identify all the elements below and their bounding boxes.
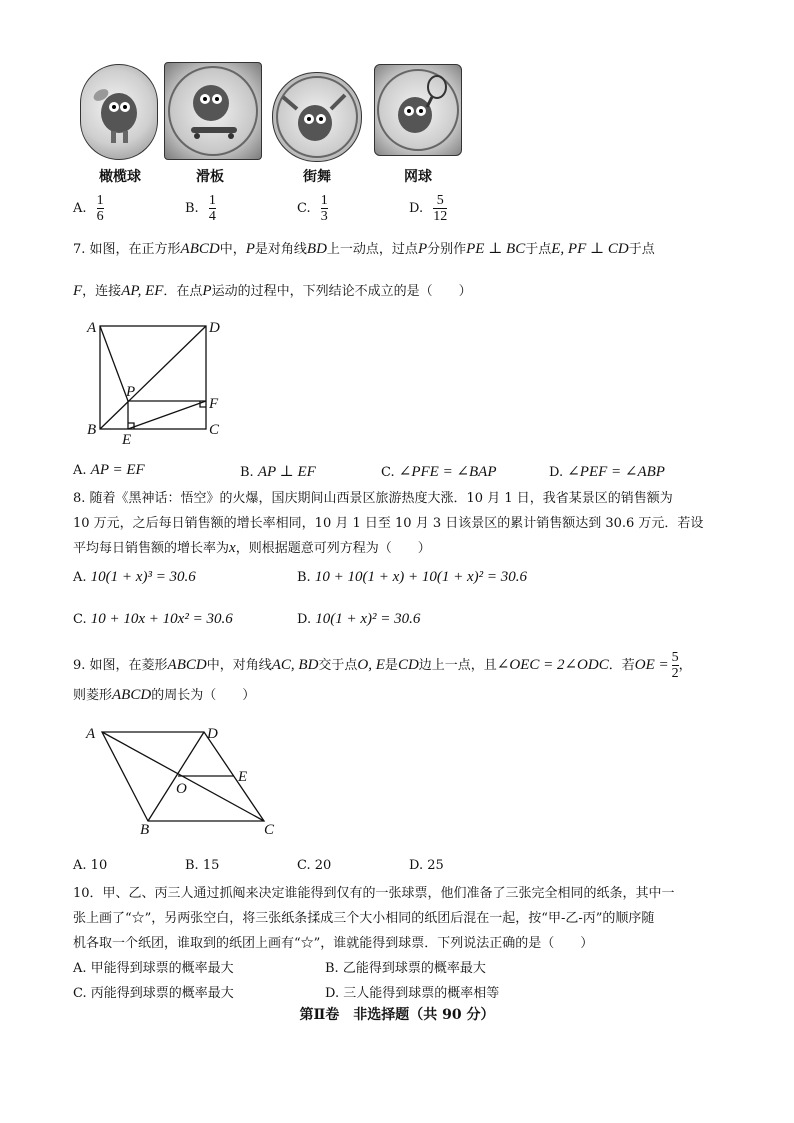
option-text: 丙能得到球票的概率最大: [90, 986, 234, 1001]
q7-option-a[interactable]: [73, 462, 145, 479]
option-text: AP = EF: [90, 462, 145, 478]
math: P: [245, 241, 255, 257]
q9-option-d[interactable]: [409, 858, 444, 873]
q10-option-c[interactable]: [73, 982, 234, 1001]
denominator: 4: [208, 209, 216, 224]
label-C: C: [209, 422, 220, 438]
option-letter: D.: [409, 201, 424, 216]
option-text: 三人能得到球票的概率相等: [343, 986, 500, 1001]
numerator: 1: [320, 193, 328, 208]
option-text: 甲能得到球票的概率最大: [90, 961, 234, 976]
q7-stem-line-2: [73, 280, 472, 300]
option-text: 乙能得到球票的概率最大: [342, 961, 486, 976]
label-E: E: [238, 769, 248, 785]
denominator: 3: [320, 209, 328, 224]
label-D: D: [207, 726, 218, 742]
option-letter: B.: [185, 858, 199, 873]
math: CD: [397, 657, 419, 673]
option-text: 10(1 + x)³ = 30.6: [90, 569, 196, 585]
q7-stem-line-1: [73, 238, 655, 258]
option-text: 20: [314, 858, 332, 873]
q6-option-a[interactable]: [73, 193, 104, 224]
option-letter: A.: [73, 858, 87, 873]
math: E, PF ⊥ CD: [551, 241, 629, 257]
q6-option-b[interactable]: [185, 193, 216, 224]
q7-option-c[interactable]: [381, 462, 497, 481]
coin-label-tennis: 网球: [404, 169, 432, 185]
option-letter: D.: [409, 858, 424, 873]
text: 9. 如图，在菱形: [73, 658, 168, 673]
fraction: [321, 193, 328, 224]
math: P: [202, 283, 212, 299]
q10-option-d[interactable]: [325, 982, 499, 1001]
coin-images-row: [78, 62, 468, 182]
option-text: 10(1 + x)² = 30.6: [315, 611, 421, 627]
q8-option-a[interactable]: [73, 569, 196, 586]
label-A: A: [87, 320, 97, 336]
q9-rhombus-figure: [82, 718, 292, 843]
math: P: [417, 241, 428, 257]
q9-option-a[interactable]: [73, 858, 107, 873]
math: BD: [306, 241, 327, 257]
label-O: O: [176, 781, 187, 797]
option-letter: C.: [73, 612, 87, 627]
text: 交于点: [318, 658, 358, 673]
tennis-coin-icon: [374, 64, 462, 156]
option-letter: D.: [297, 612, 312, 627]
math: ABCD: [112, 687, 152, 703]
q9-stem-line-2: [73, 684, 255, 704]
text: 的周长为（ ）: [151, 688, 256, 703]
text: 7. 如图，在正方形: [73, 242, 181, 257]
math: O, E: [357, 657, 385, 673]
q8-option-b[interactable]: [297, 569, 527, 586]
math: F: [73, 283, 83, 299]
option-text: AP ⊥ EF: [257, 464, 316, 480]
option-text: 10 + 10(1 + x) + 10(1 + x)² = 30.6: [314, 569, 527, 585]
fraction: [209, 193, 216, 224]
text: 分别作: [427, 242, 467, 257]
q9-stem-line-1: [73, 650, 692, 681]
option-letter: B.: [240, 465, 254, 480]
coin-label-rugby: 橄榄球: [99, 169, 141, 185]
q10-stem-line-2: 张上画了“☆”，另两张空白，将三张纸条揉成三个大小相同的纸团后混在一起，按“甲-乙-丙”的顺序随: [73, 911, 655, 926]
q10-option-a[interactable]: [73, 957, 234, 976]
option-letter: C.: [73, 986, 87, 1001]
q10-option-b[interactable]: [325, 957, 486, 976]
q8-stem-line-3: [73, 537, 431, 557]
text: ，: [678, 658, 692, 673]
q7-square-figure: [82, 316, 232, 446]
option-letter: C.: [297, 858, 311, 873]
q7-option-b[interactable]: [240, 462, 316, 481]
text: ．若: [608, 658, 635, 673]
text: 于点: [525, 242, 552, 257]
option-letter: A.: [73, 201, 87, 216]
math: PE ⊥ BC: [466, 241, 526, 257]
label-B: B: [87, 422, 97, 438]
text: 上一动点，过点: [326, 242, 418, 257]
option-text: 25: [427, 858, 444, 873]
fraction: [672, 650, 679, 681]
text: 边上一点，且: [418, 658, 497, 673]
option-text: ∠PEF = ∠ABP: [567, 464, 665, 480]
label-F: F: [209, 396, 219, 412]
label-C: C: [264, 822, 275, 838]
option-text: 10: [90, 858, 108, 873]
text: ，则根据题意可列方程为（ ）: [235, 541, 431, 556]
option-letter: B.: [325, 961, 339, 976]
label-A: A: [86, 726, 96, 742]
option-text: 10 + 10x + 10x² = 30.6: [90, 611, 233, 627]
math: x: [229, 540, 236, 556]
q8-stem-line-1: 8. 随着《黑神话：悟空》的火爆，国庆期间山西景区旅游热度大涨．10 月 1 日，我省某景区的销售额为: [73, 491, 673, 506]
denominator: 12: [433, 209, 448, 224]
q8-option-d[interactable]: [297, 611, 420, 628]
fraction: [97, 193, 104, 224]
label-E: E: [122, 432, 132, 446]
option-text: 15: [202, 858, 220, 873]
q9-option-b[interactable]: [185, 858, 219, 873]
q10-stem-line-1: 10．甲、乙、丙三人通过抓阄来决定谁能得到仅有的一张球票，他们准备了三张完全相同的纸条，其中一: [73, 886, 675, 901]
q8-stem-line-2: 10 万元，之后每日销售额的增长率相同，10 月 1 日至 10 月 3 日该景区的累计销售额达到 30.6 万元．若设: [73, 516, 704, 531]
text: 是: [384, 658, 398, 673]
option-letter: A.: [73, 463, 87, 478]
label-P: P: [126, 384, 136, 400]
label-B: B: [140, 822, 150, 838]
q7-option-d[interactable]: [549, 462, 665, 481]
q9-option-c[interactable]: [297, 858, 331, 873]
denominator: 2: [671, 666, 679, 681]
option-letter: B.: [297, 570, 311, 585]
math: ABCD: [180, 241, 220, 257]
q8-option-c[interactable]: [73, 611, 233, 628]
q6-option-c[interactable]: [297, 193, 328, 224]
text: 则菱形: [73, 688, 113, 703]
option-text: ∠PFE = ∠BAP: [398, 464, 497, 480]
math: ABCD: [167, 657, 207, 673]
label-D: D: [209, 320, 220, 336]
coin-label-breakdance: 街舞: [303, 169, 331, 185]
option-letter: D.: [549, 465, 564, 480]
numerator: 1: [208, 193, 216, 208]
numerator: 1: [96, 193, 104, 208]
q6-option-d[interactable]: [409, 193, 447, 224]
math: OE =: [634, 657, 669, 673]
text: ．在点: [163, 284, 203, 299]
denominator: 6: [96, 209, 104, 224]
text: 中，: [219, 242, 246, 257]
math: ∠OEC = 2∠ODC: [496, 657, 609, 673]
option-letter: C.: [297, 201, 311, 216]
text: 于点: [628, 242, 655, 257]
skateboard-coin-icon: [164, 62, 262, 160]
numerator: 5: [436, 193, 444, 208]
math: AP, EF: [121, 283, 164, 299]
text: 中，对角线: [206, 658, 272, 673]
numerator: 5: [671, 650, 679, 665]
section-title: 第Ⅱ卷 非选择题（共 90 分）: [299, 1007, 495, 1023]
text: ，连接: [82, 284, 122, 299]
option-letter: A.: [73, 570, 87, 585]
option-letter: C.: [381, 465, 395, 480]
fraction: [433, 193, 447, 224]
option-letter: A.: [73, 961, 87, 976]
option-letter: B.: [185, 201, 199, 216]
math: AC, BD: [271, 657, 319, 673]
coin-label-skateboard: 滑板: [196, 169, 224, 185]
rugby-coin-icon: [80, 64, 158, 160]
text: 平均每日销售额的增长率为: [73, 541, 230, 556]
breakdance-coin-icon: [272, 72, 362, 162]
text: 运动的过程中，下列结论不成立的是（ ）: [211, 284, 472, 299]
q10-stem-line-3: 机各取一个纸团，谁取到的纸团上画有“☆”，谁就能得到球票．下列说法正确的是（ ）: [73, 936, 594, 951]
text: 是对角线: [254, 242, 307, 257]
option-letter: D.: [325, 986, 340, 1001]
